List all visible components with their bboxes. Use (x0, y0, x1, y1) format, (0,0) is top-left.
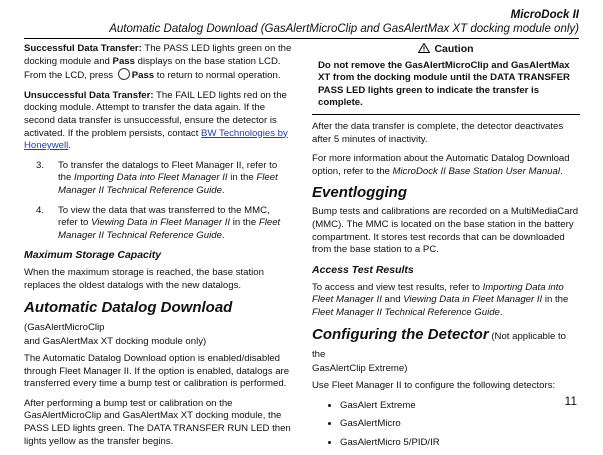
success-paragraph: Successful Data Transfer: The PASS LED lights green on the docking module and Pass displays on the base station LCD. From the LCD, press Pass to return to normal operation. (24, 43, 292, 82)
detector-list (312, 400, 580, 450)
auto-download-text-2: After performing a bump test or calibration on the GasAlertMicroClip and GasAlertMax XT docking module, the PASS LED lights green. The DATA TRANSFER RUN LED then lights yellow as the transfer begins. (24, 397, 291, 447)
caution-rule (312, 114, 580, 115)
step-4: 4. To view the data that was transferred to the MMC, refer to Viewing Data in Fleet Manager II in the Fleet Manager II Technical Reference Guide. (36, 204, 281, 241)
list-item: • GasAlertMicro 5/PID/IR (340, 437, 580, 450)
button-circle-icon (118, 68, 130, 80)
more-info-text: For more information about the Automatic Datalog Download option, refer to the MicroDock II Base Station User Manual. (312, 153, 570, 177)
caution-text: Do not remove the GasAlertMicroClip and GasAlertMax XT from the docking module until the DATA TRANSFER PASS LED lights green to indicate the transfer is complete. (318, 59, 570, 109)
auto-download-text-1: The Automatic Datalog Download option is enabled/disabled through Fleet Manager II. If the option is enabled, datalogs are transferred every time a bump test or calibration is performed. (24, 353, 290, 390)
after-transfer-text: After the data transfer is complete, the detector deactivates after 5 minutes of inactivity. (312, 120, 564, 145)
warning-triangle-icon (418, 43, 430, 53)
bw-technologies-link[interactable]: BW Technologies by Honeywell (24, 127, 288, 152)
configuring-heading: Configuring the Detector (Not applicable to the GasAlertClip Extreme) (312, 325, 566, 374)
product-title: MicroDock II (510, 9, 579, 21)
fail-paragraph: Unsuccessful Data Transfer: The FAIL LED lights red on the docking module. Attempt to transfer the data again. If the second data transfer is unsuccessful, ensure the detector is activated. If the problem persists, contact BW Technologies by Honeywell. (24, 89, 288, 152)
right-column (312, 43, 580, 455)
fail-title: Unsuccessful Data Transfer: (24, 89, 154, 101)
max-storage-text: When the maximum storage is reached, the base station replaces the oldest datalogs with the new datalogs. (24, 267, 264, 291)
page-header (24, 8, 579, 36)
header-rule (24, 38, 579, 39)
eventlogging-heading: Eventlogging (312, 184, 407, 202)
success-title: Successful Data Transfer: (24, 43, 142, 54)
page-number: 11 (564, 394, 577, 409)
access-results-text: To access and view test results, refer to Importing Data into Fleet Manager II and Viewing Data in Fleet Manager II in the Fleet Manager II Technical Reference Guide. (312, 281, 569, 318)
list-item: • GasAlertMicro (340, 418, 580, 431)
caution-heading: Caution (312, 43, 580, 56)
section-subtitle: Automatic Datalog Download (GasAlertMicroClip and GasAlertMax XT docking module only) (109, 23, 579, 35)
configuring-text: Use Fleet Manager II to configure the following detectors: (312, 380, 556, 392)
list-item: • GasAlert Extreme (340, 400, 580, 413)
eventlogging-text: Bump tests and calibrations are recorded on a MultiMediaCard (MMC). The MMC is located on the base station in the battery compartment. It stores test records that can be downloaded from the base station to a PC. (312, 206, 579, 256)
access-results-heading: Access Test Results (312, 263, 414, 276)
step-3: 3. To transfer the datalogs to Fleet Manager II, refer to the Importing Data into Fleet Manager II in the Fleet Manager II Technical Reference Guide. (36, 159, 278, 196)
left-column (24, 43, 292, 455)
max-storage-heading: Maximum Storage Capacity (24, 249, 162, 262)
auto-download-heading: Automatic Datalog Download (GasAlertMicroClip and GasAlertMax XT docking module only) (24, 298, 233, 347)
